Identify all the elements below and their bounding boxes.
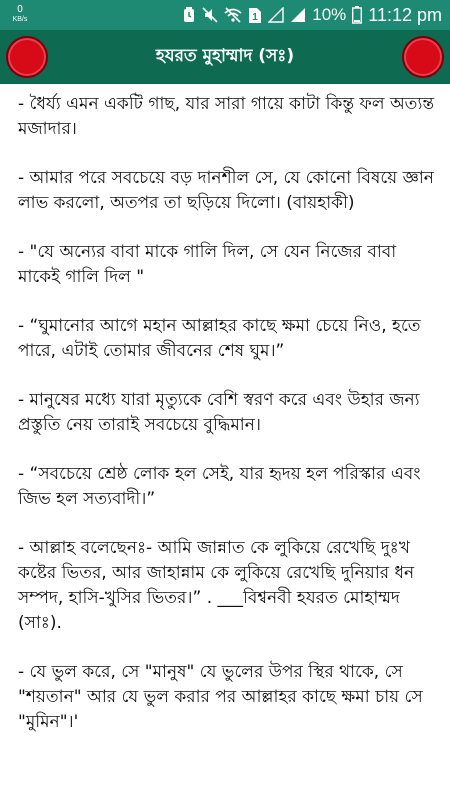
- clock: 11:12 pm: [368, 4, 442, 25]
- quote-item: - ধৈর্য্য এমন একটি গাছ, যার সারা গায়ে কাটা কিন্তু ফল অত্যন্ত মজাদার।: [18, 94, 435, 139]
- sim-icon: [248, 7, 262, 24]
- network-speed-value: 0: [17, 4, 23, 15]
- quote-item: - আমার পরে সবচেয়ে বড় দানশীল সে, যে কোনো বিষয়ে জ্ঞান লাভ করলো, অতপর তা ছড়িয়ে দিলো। (বায়হাকী): [18, 168, 434, 213]
- alarm-icon: [182, 7, 196, 23]
- sim-badge: 1: [252, 11, 259, 23]
- status-icons: [182, 5, 442, 26]
- left-round-button[interactable]: [6, 36, 48, 78]
- right-round-button[interactable]: [402, 36, 444, 78]
- network-speed-unit: KB/s: [12, 16, 28, 23]
- quote-item: - "যে অন্যের বাবা মাকে গালি দিল, সে যেন নিজের বাবা মাকেই গালি দিল ": [18, 242, 397, 287]
- wifi-off-icon: [224, 7, 242, 23]
- quotes-list: [0, 84, 450, 735]
- quote-item: - আল্লাহ বলেছেনঃ- আমি জান্নাত কে লুকিয়ে রেখেছি দুঃখ কষ্টের ভিতর, আর জাহান্নাম কে লুকিয়ে রেখেছি দুনিয়ার ধন সম্পদ, হাসি-খুসির ভিতর।” . ___বিশ্বনবী হযরত মোহাম্মদ (সাঃ).: [18, 538, 415, 633]
- signal-empty-icon: [268, 7, 284, 23]
- quote-item: - “ঘুমানোর আগে মহান আল্লাহর কাছে ক্ষমা চেয়ে নিও, হতে পারে, এটাই তোমার জীবনের শেষ ঘুম।”: [18, 316, 421, 361]
- quote-item: - “সবচেয়ে শ্রেষ্ঠ লোক হল সেই, যার হৃদয় হল পরিস্কার এবং জিভ হল সত্যবাদী।”: [18, 464, 421, 509]
- battery-percent: 10%: [312, 5, 347, 24]
- signal-icon: [290, 7, 306, 23]
- network-speed: [8, 5, 32, 25]
- status-bar: [0, 0, 450, 30]
- mute-icon: [202, 7, 218, 23]
- quote-item: - যে ভুল করে, সে "মানুষ" যে ভুলের উপর স্থির থাকে, সে "শয়তান" আর যে ভুল করার পর আল্লাহর কাছে ক্ষমা চায় সে "মুমিন"।': [18, 662, 423, 732]
- battery-icon: [352, 6, 362, 24]
- page-title: হযরত মুহাম্মাদ (সঃ): [155, 46, 295, 66]
- app-bar: [0, 30, 450, 84]
- quote-item: - মানুষের মধ্যে যারা মৃত্যুকে বেশি স্বরণ করে এবং উহার জন্য প্রস্তুতি নেয় তারাই সবচেয়ে বুদ্ধিমান।: [18, 390, 420, 435]
